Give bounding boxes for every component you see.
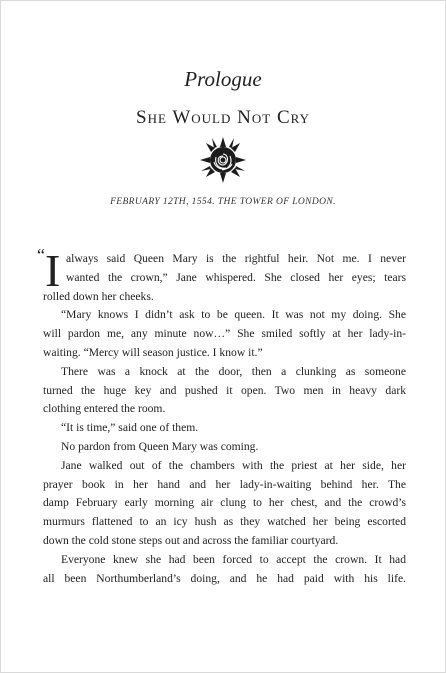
text-line: No pardon from Queen Mary was coming.: [61, 439, 259, 453]
text-line: There was a knock at the door, then a clunking as someone: [61, 364, 406, 378]
text-line: “Mary knows I didn’t ask to be queen. It was not my doing. She: [61, 308, 406, 322]
prologue-heading: Prologue: [184, 67, 262, 91]
dateline: FEBRUARY 12TH, 1554. THE TOWER OF LONDON.: [110, 197, 336, 207]
text-line: waiting. “Mercy will season justice. I know it.”: [43, 345, 263, 359]
text-line: down the cold stone steps out and across the familiar courtyard.: [43, 533, 339, 547]
story-text: [37, 245, 406, 588]
text-line: wanted the crown,” Jane whispered. She closed her eyes; tears: [66, 270, 406, 284]
text-line: murmurs flattened to an icy hush as they watched her being escorted: [43, 515, 406, 529]
drop-quote-mark: “: [37, 245, 45, 265]
text-line: damp February early morning air clung to her chest, and the crowd’s: [43, 496, 406, 510]
rose-ornament-icon: [198, 135, 248, 185]
drop-cap: I: [45, 245, 61, 296]
text-line: will pardon me, any minute now…” She smiled softly at her lady-in-: [43, 327, 406, 341]
text-line: Jane walked out of the chambers with the priest at her side, her: [61, 458, 406, 472]
text-line: prayer book in her hand and her lady-in-waiting behind her. The: [43, 477, 406, 491]
text-line: “It is time,” said one of them.: [61, 421, 199, 435]
text-line: always said Queen Mary is the rightful heir. Not me. I never: [66, 252, 406, 265]
text-line: Everyone knew she had been forced to accept the crown. It had: [61, 552, 406, 566]
text-line: all been Northumberland’s doing, and he had paid with his life.: [43, 571, 406, 585]
text-line: rolled down her cheeks.: [43, 289, 154, 303]
text-line: turned the huge key and pushed it open. Two men in heavy dark: [43, 383, 406, 397]
text-line: clothing entered the room.: [43, 402, 166, 416]
chapter-title: She Would Not Cry: [136, 107, 310, 128]
